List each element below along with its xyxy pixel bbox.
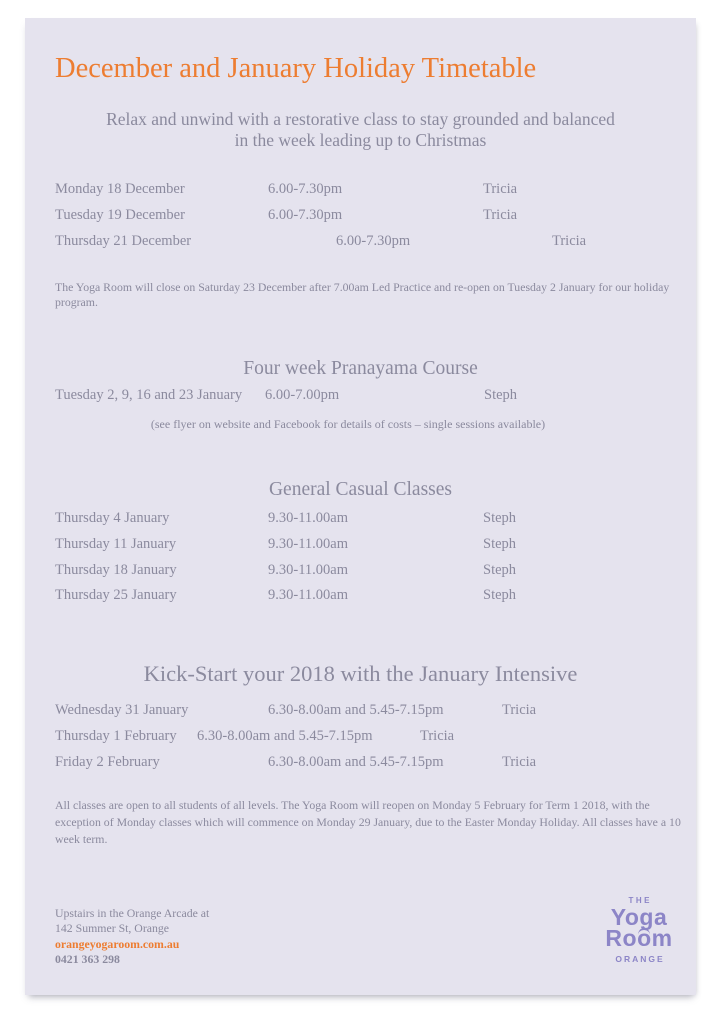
logo-room-word: Room <box>605 925 673 951</box>
table-row <box>55 181 681 207</box>
class-teacher: Tricia <box>502 702 537 718</box>
class-time: 6.30-8.00am and 5.45-7.15pm <box>268 753 444 770</box>
phone-number: 0421 363 298 <box>55 952 120 967</box>
term-info-note: All classes are open to all students of all levels. The Yoga Room will reopen on Monday 5 February for Term 1 2018, with the exception of Monday classes which will commence on Monday 29 January, due to the Easter Monday Holiday. All classes have a 10 week term. <box>55 798 681 846</box>
class-day: Tuesday 2, 9, 16 and 23 January <box>55 387 243 403</box>
class-day: Thursday 25 January <box>55 587 177 604</box>
table-row <box>55 510 681 536</box>
table-row <box>55 387 681 413</box>
class-day: Monday 18 December <box>55 181 185 197</box>
logo-room-text <box>605 925 673 951</box>
table-row <box>55 728 681 754</box>
intensive-schedule <box>55 702 681 779</box>
subtitle-line-2: in the week leading up to Christmas <box>234 130 487 150</box>
class-day: Friday 2 February <box>55 753 160 770</box>
closure-note: The Yoga Room will close on Saturday 23 December after 7.00am Led Practice and re-open on Tuesday 2 January for our holiday program. <box>55 280 670 309</box>
yoga-room-logo <box>583 896 695 964</box>
class-time: 6.00-7.30pm <box>336 232 411 249</box>
pranayama-schedule <box>55 387 681 413</box>
class-teacher: Steph <box>483 510 517 526</box>
class-time: 9.30-11.00am <box>268 535 349 552</box>
class-teacher: Steph <box>483 561 517 578</box>
class-day: Tuesday 19 December <box>55 206 185 223</box>
subtitle-line-1: Relax and unwind with a restorative class to stay grounded and balanced <box>106 109 615 129</box>
website-link: orangeyogaroom.com.au <box>55 936 180 951</box>
table-row <box>55 754 681 780</box>
class-day: Thursday 11 January <box>55 535 177 552</box>
class-time: 6.00-7.30pm <box>268 181 343 197</box>
class-teacher: Tricia <box>502 753 537 770</box>
class-time: 6.30-8.00am and 5.45-7.15pm <box>197 727 373 744</box>
logo-the-text: THE <box>628 896 652 905</box>
class-teacher: Steph <box>483 587 517 604</box>
address-line-2: 142 Summer St, Orange <box>55 921 170 936</box>
pranayama-note: (see flyer on website and Facebook for details of costs – single sessions available) <box>150 417 546 431</box>
class-day: Thursday 4 January <box>55 510 170 526</box>
pranayama-heading: Four week Pranayama Course <box>243 358 478 379</box>
december-schedule <box>55 181 681 258</box>
table-row <box>55 207 681 233</box>
casual-schedule <box>55 510 681 613</box>
page-title: December and January Holiday Timetable <box>55 53 537 84</box>
class-teacher: Steph <box>484 387 518 403</box>
class-day: Thursday 18 January <box>55 561 177 578</box>
logo-orange-text: ORANGE <box>615 954 665 964</box>
subtitle <box>25 109 696 151</box>
table-row <box>55 536 681 562</box>
contact-block <box>55 906 209 968</box>
table-row <box>55 702 681 728</box>
class-time: 6.00-7.30pm <box>268 206 343 223</box>
casual-heading: General Casual Classes <box>268 479 453 500</box>
class-teacher: Tricia <box>552 232 587 249</box>
class-day: Thursday 21 December <box>55 232 192 249</box>
table-row <box>55 233 681 259</box>
intensive-heading: Kick-Start your 2018 with the January Intensive <box>143 661 578 686</box>
class-teacher: Tricia <box>420 727 455 744</box>
class-time: 9.30-11.00am <box>268 561 349 578</box>
table-row <box>55 587 681 613</box>
class-day: Wednesday 31 January <box>55 702 189 718</box>
class-teacher: Steph <box>483 535 517 552</box>
class-time: 6.00-7.00pm <box>265 387 340 403</box>
timetable-flyer <box>25 18 696 995</box>
logo-yoga-text: Yoga <box>610 904 668 930</box>
class-teacher: Tricia <box>483 206 518 223</box>
class-time: 6.30-8.00am and 5.45-7.15pm <box>268 702 444 718</box>
class-time: 9.30-11.00am <box>268 510 349 526</box>
address-line-1: Upstairs in the Orange Arcade at <box>55 906 210 920</box>
class-time: 9.30-11.00am <box>268 587 349 604</box>
table-row <box>55 562 681 588</box>
class-day: Thursday 1 February <box>55 727 177 744</box>
class-teacher: Tricia <box>483 181 518 197</box>
